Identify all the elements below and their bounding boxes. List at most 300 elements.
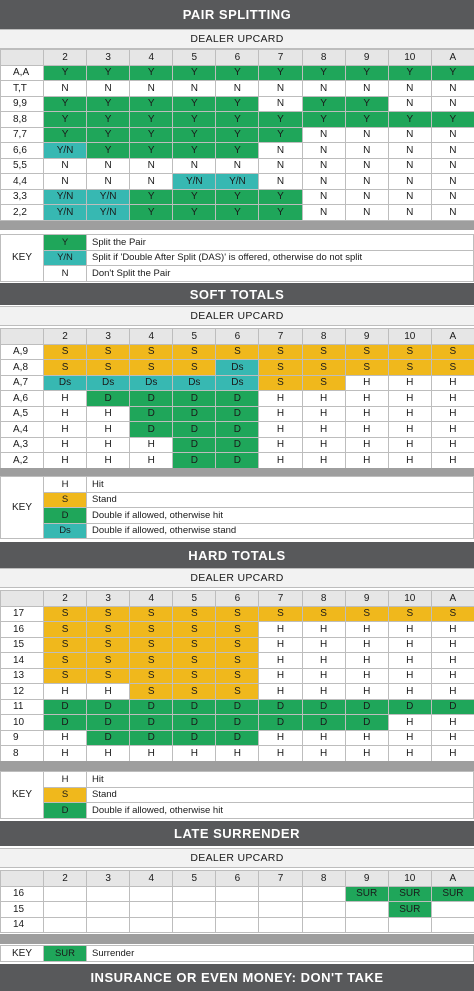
action-cell: H xyxy=(259,406,302,422)
hand-label: 9,9 xyxy=(1,96,44,112)
action-cell: H xyxy=(259,746,302,762)
dealer-card-9: 9 xyxy=(345,50,388,66)
action-cell: D xyxy=(216,730,259,746)
action-cell: Y xyxy=(130,189,173,205)
action-cell: H xyxy=(345,453,388,469)
action-cell: D xyxy=(173,699,216,715)
key-code-swatch: S xyxy=(44,492,87,508)
action-cell: Y/N xyxy=(87,205,130,221)
action-cell: S xyxy=(130,668,173,684)
action-cell: D xyxy=(87,699,130,715)
action-cell: Y xyxy=(216,96,259,112)
hand-label: 11 xyxy=(1,699,44,715)
hand-label: T,T xyxy=(1,81,44,97)
action-cell: N xyxy=(130,174,173,190)
action-cell: Y xyxy=(173,205,216,221)
action-cell: S xyxy=(216,622,259,638)
dealer-card-2: 2 xyxy=(44,50,87,66)
table-row xyxy=(1,653,474,669)
key-description: Stand xyxy=(87,492,474,508)
action-cell: N xyxy=(345,81,388,97)
hand-label: 14 xyxy=(1,917,44,933)
key-row xyxy=(1,492,474,508)
key-row xyxy=(1,477,474,493)
action-cell: H xyxy=(431,375,474,391)
pair-dealer-upcard-label xyxy=(0,29,474,49)
action-cell: Y xyxy=(173,96,216,112)
hand-label: 10 xyxy=(1,715,44,731)
surrender-dealer-upcard-label xyxy=(0,848,474,868)
action-cell xyxy=(173,902,216,918)
hand-label: 5,5 xyxy=(1,158,44,174)
action-cell xyxy=(259,917,302,933)
hand-label: 7,7 xyxy=(1,127,44,143)
action-cell: Y xyxy=(431,112,474,128)
soft-totals-title: SOFT TOTALS xyxy=(189,286,285,302)
dealer-card-2: 2 xyxy=(44,591,87,607)
hand-label: 8 xyxy=(1,746,44,762)
key-row xyxy=(1,235,474,251)
hand-column-header xyxy=(1,50,44,66)
action-cell: N xyxy=(302,143,345,159)
table-row xyxy=(1,684,474,700)
late-surrender-key xyxy=(0,945,474,962)
action-cell: S xyxy=(173,668,216,684)
action-cell: N xyxy=(345,143,388,159)
action-cell: Y/N xyxy=(44,143,87,159)
action-cell: Y xyxy=(216,112,259,128)
action-cell: H xyxy=(302,453,345,469)
hard-totals-table xyxy=(0,590,474,762)
action-cell: Y xyxy=(87,112,130,128)
action-cell: H xyxy=(388,437,431,453)
late-surrender-header xyxy=(0,821,474,846)
action-cell: H xyxy=(173,746,216,762)
action-cell: S xyxy=(259,344,302,360)
action-cell: SUR xyxy=(345,886,388,902)
dealer-card-10: 10 xyxy=(388,591,431,607)
table-row xyxy=(1,453,474,469)
action-cell: D xyxy=(216,406,259,422)
action-cell: D xyxy=(173,730,216,746)
action-cell: D xyxy=(130,406,173,422)
hand-label: 15 xyxy=(1,637,44,653)
action-cell: H xyxy=(130,746,173,762)
action-cell: Y xyxy=(173,189,216,205)
action-cell: D xyxy=(302,699,345,715)
action-cell: S xyxy=(173,637,216,653)
action-cell: H xyxy=(130,437,173,453)
action-cell: Y/N xyxy=(44,205,87,221)
action-cell: H xyxy=(388,746,431,762)
dealer-card-6: 6 xyxy=(216,871,259,887)
action-cell: D xyxy=(173,715,216,731)
hand-label: 4,4 xyxy=(1,174,44,190)
action-cell: S xyxy=(130,653,173,669)
action-cell: H xyxy=(259,391,302,407)
dealer-upcard-text: DEALER UPCARD xyxy=(190,310,284,322)
soft-totals-table xyxy=(0,328,474,469)
action-cell: Ds xyxy=(216,360,259,376)
action-cell xyxy=(302,886,345,902)
action-cell: D xyxy=(216,422,259,438)
hard-totals-key xyxy=(0,771,474,819)
action-cell: S xyxy=(431,344,474,360)
action-cell: H xyxy=(345,422,388,438)
action-cell: H xyxy=(431,437,474,453)
action-cell: Y xyxy=(87,143,130,159)
action-cell: N xyxy=(259,96,302,112)
table-row xyxy=(1,422,474,438)
hand-label: 13 xyxy=(1,668,44,684)
action-cell: S xyxy=(216,637,259,653)
action-cell: H xyxy=(44,746,87,762)
dealer-card-a: A xyxy=(431,591,474,607)
key-code-swatch: N xyxy=(44,266,87,282)
action-cell: D xyxy=(216,391,259,407)
hand-label: A,5 xyxy=(1,406,44,422)
action-cell: H xyxy=(302,668,345,684)
action-cell: D xyxy=(130,422,173,438)
action-cell: Y xyxy=(44,96,87,112)
soft-totals-key xyxy=(0,476,474,539)
action-cell: N xyxy=(130,81,173,97)
action-cell: Y xyxy=(130,127,173,143)
action-cell: SUR xyxy=(388,902,431,918)
action-cell: S xyxy=(44,622,87,638)
key-row xyxy=(1,803,474,819)
action-cell xyxy=(216,886,259,902)
action-cell: D xyxy=(87,391,130,407)
dealer-card-7: 7 xyxy=(259,871,302,887)
hand-label: A,2 xyxy=(1,453,44,469)
action-cell: D xyxy=(130,715,173,731)
action-cell: S xyxy=(345,606,388,622)
action-cell: S xyxy=(431,360,474,376)
key-code-swatch: D xyxy=(44,508,87,524)
hand-label: A,8 xyxy=(1,360,44,376)
action-cell: N xyxy=(44,81,87,97)
table-row xyxy=(1,189,474,205)
action-cell: N xyxy=(388,96,431,112)
dealer-upcard-text: DEALER UPCARD xyxy=(190,572,284,584)
action-cell: N xyxy=(345,189,388,205)
action-cell: H xyxy=(44,730,87,746)
dealer-card-3: 3 xyxy=(87,591,130,607)
dealer-card-a: A xyxy=(431,871,474,887)
action-cell: SUR xyxy=(388,886,431,902)
action-cell: N xyxy=(345,127,388,143)
action-cell: N xyxy=(44,158,87,174)
hand-label: 14 xyxy=(1,653,44,669)
action-cell: H xyxy=(44,684,87,700)
action-cell: S xyxy=(87,360,130,376)
action-cell: Y xyxy=(216,65,259,81)
dealer-upcard-text: DEALER UPCARD xyxy=(190,852,284,864)
action-cell xyxy=(431,902,474,918)
action-cell: H xyxy=(388,375,431,391)
dealer-card-3: 3 xyxy=(87,871,130,887)
action-cell: N xyxy=(259,143,302,159)
action-cell: H xyxy=(87,437,130,453)
action-cell: D xyxy=(173,437,216,453)
action-cell: N xyxy=(388,143,431,159)
action-cell: SUR xyxy=(431,886,474,902)
action-cell: H xyxy=(345,391,388,407)
action-cell: H xyxy=(302,746,345,762)
action-cell: H xyxy=(388,715,431,731)
table-row xyxy=(1,622,474,638)
action-cell: S xyxy=(87,653,130,669)
action-cell xyxy=(345,902,388,918)
table-row xyxy=(1,127,474,143)
action-cell: H xyxy=(345,622,388,638)
action-cell xyxy=(130,902,173,918)
dealer-card-6: 6 xyxy=(216,591,259,607)
hand-column-header xyxy=(1,329,44,345)
table-row xyxy=(1,81,474,97)
dealer-card-header-row xyxy=(1,329,474,345)
dealer-card-4: 4 xyxy=(130,871,173,887)
dealer-card-7: 7 xyxy=(259,329,302,345)
action-cell: Y xyxy=(173,112,216,128)
action-cell: H xyxy=(259,730,302,746)
action-cell: Y xyxy=(44,112,87,128)
key-code-swatch: Y/N xyxy=(44,250,87,266)
hand-label: A,9 xyxy=(1,344,44,360)
hand-label: 12 xyxy=(1,684,44,700)
action-cell: Y xyxy=(388,112,431,128)
key-description: Double if allowed, otherwise hit xyxy=(87,803,474,819)
dealer-card-9: 9 xyxy=(345,591,388,607)
action-cell: N xyxy=(431,96,474,112)
action-cell: Y xyxy=(431,65,474,81)
action-cell: H xyxy=(259,622,302,638)
key-row xyxy=(1,266,474,282)
action-cell: H xyxy=(388,453,431,469)
action-cell: H xyxy=(431,406,474,422)
table-row xyxy=(1,886,474,902)
action-cell: H xyxy=(216,746,259,762)
pair-splitting-header xyxy=(0,0,474,29)
action-cell: Y xyxy=(87,65,130,81)
dealer-card-7: 7 xyxy=(259,591,302,607)
hand-column-header xyxy=(1,871,44,887)
action-cell: H xyxy=(431,453,474,469)
table-row xyxy=(1,746,474,762)
key-label: KEY xyxy=(1,772,44,819)
action-cell: H xyxy=(388,622,431,638)
action-cell: H xyxy=(388,422,431,438)
hard-totals-title: HARD TOTALS xyxy=(188,547,286,563)
action-cell: Y/N xyxy=(173,174,216,190)
action-cell: S xyxy=(302,344,345,360)
action-cell: Ds xyxy=(216,375,259,391)
action-cell: N xyxy=(173,81,216,97)
action-cell: S xyxy=(44,344,87,360)
action-cell: S xyxy=(388,360,431,376)
action-cell: H xyxy=(388,391,431,407)
action-cell: Y/N xyxy=(216,174,259,190)
action-cell: N xyxy=(216,81,259,97)
hand-label: A,A xyxy=(1,65,44,81)
action-cell: Y xyxy=(259,127,302,143)
action-cell: H xyxy=(302,437,345,453)
action-cell: S xyxy=(130,606,173,622)
action-cell: D xyxy=(216,453,259,469)
action-cell: Y xyxy=(44,127,87,143)
action-cell: N xyxy=(431,189,474,205)
action-cell: S xyxy=(173,606,216,622)
dealer-card-a: A xyxy=(431,50,474,66)
key-description: Hit xyxy=(87,477,474,493)
dealer-card-9: 9 xyxy=(345,871,388,887)
action-cell: Ds xyxy=(87,375,130,391)
action-cell: H xyxy=(431,391,474,407)
action-cell: D xyxy=(345,699,388,715)
action-cell: N xyxy=(302,81,345,97)
action-cell xyxy=(431,917,474,933)
action-cell: H xyxy=(259,422,302,438)
table-row xyxy=(1,391,474,407)
action-cell: N xyxy=(345,205,388,221)
action-cell: N xyxy=(388,189,431,205)
table-row xyxy=(1,437,474,453)
action-cell: D xyxy=(87,730,130,746)
soft-dealer-upcard-label xyxy=(0,306,474,326)
action-cell: Y xyxy=(345,112,388,128)
action-cell: H xyxy=(388,730,431,746)
action-cell: S xyxy=(130,622,173,638)
action-cell: Y xyxy=(130,65,173,81)
action-cell xyxy=(44,886,87,902)
action-cell: H xyxy=(302,730,345,746)
action-cell: S xyxy=(130,344,173,360)
action-cell: H xyxy=(302,622,345,638)
action-cell: D xyxy=(44,699,87,715)
insurance-footer xyxy=(0,964,474,991)
key-code-swatch: SUR xyxy=(44,946,87,962)
key-row xyxy=(1,508,474,524)
key-code-swatch: H xyxy=(44,477,87,493)
action-cell: D xyxy=(431,699,474,715)
action-cell: Ds xyxy=(44,375,87,391)
action-cell: S xyxy=(388,606,431,622)
action-cell: N xyxy=(259,174,302,190)
action-cell: H xyxy=(130,453,173,469)
action-cell: H xyxy=(388,668,431,684)
action-cell: Y xyxy=(130,112,173,128)
key-label: KEY xyxy=(1,235,44,282)
action-cell: D xyxy=(130,699,173,715)
dealer-card-a: A xyxy=(431,329,474,345)
dealer-card-8: 8 xyxy=(302,871,345,887)
table-row xyxy=(1,699,474,715)
action-cell: N xyxy=(431,81,474,97)
action-cell: Y xyxy=(259,65,302,81)
key-description: Double if allowed, otherwise hit xyxy=(87,508,474,524)
action-cell xyxy=(173,886,216,902)
hard-totals-header xyxy=(0,542,474,568)
dealer-card-5: 5 xyxy=(173,871,216,887)
action-cell: N xyxy=(302,127,345,143)
dealer-card-4: 4 xyxy=(130,329,173,345)
action-cell xyxy=(345,917,388,933)
action-cell: H xyxy=(388,653,431,669)
action-cell: S xyxy=(173,360,216,376)
dealer-card-8: 8 xyxy=(302,591,345,607)
action-cell: D xyxy=(302,715,345,731)
action-cell: Y xyxy=(388,65,431,81)
table-row xyxy=(1,902,474,918)
action-cell: N xyxy=(87,158,130,174)
table-row xyxy=(1,112,474,128)
action-cell: H xyxy=(345,437,388,453)
action-cell: H xyxy=(259,637,302,653)
action-cell: Y xyxy=(216,189,259,205)
table-row xyxy=(1,375,474,391)
action-cell: Y xyxy=(302,96,345,112)
action-cell: D xyxy=(216,437,259,453)
action-cell: N xyxy=(388,81,431,97)
action-cell: S xyxy=(259,360,302,376)
key-label: KEY xyxy=(1,946,44,962)
action-cell: Y xyxy=(216,143,259,159)
action-cell: H xyxy=(345,746,388,762)
action-cell xyxy=(259,902,302,918)
action-cell: H xyxy=(345,637,388,653)
action-cell: Y/N xyxy=(44,189,87,205)
action-cell: H xyxy=(259,453,302,469)
action-cell: H xyxy=(259,437,302,453)
action-cell: H xyxy=(87,746,130,762)
section-divider xyxy=(0,221,474,230)
action-cell: N xyxy=(345,174,388,190)
action-cell: Y xyxy=(345,96,388,112)
action-cell: N xyxy=(431,205,474,221)
action-cell: H xyxy=(259,668,302,684)
dealer-card-header-row xyxy=(1,871,474,887)
dealer-upcard-text: DEALER UPCARD xyxy=(190,33,284,45)
action-cell: S xyxy=(431,606,474,622)
action-cell: Y xyxy=(173,143,216,159)
table-row xyxy=(1,143,474,159)
hand-label: 9 xyxy=(1,730,44,746)
action-cell: S xyxy=(345,344,388,360)
action-cell xyxy=(130,917,173,933)
action-cell xyxy=(44,902,87,918)
action-cell: N xyxy=(431,143,474,159)
action-cell: S xyxy=(44,360,87,376)
action-cell: D xyxy=(130,730,173,746)
action-cell: S xyxy=(216,684,259,700)
table-row xyxy=(1,668,474,684)
action-cell: H xyxy=(87,684,130,700)
action-cell: D xyxy=(173,406,216,422)
key-row xyxy=(1,787,474,803)
table-row xyxy=(1,606,474,622)
action-cell: N xyxy=(44,174,87,190)
action-cell: S xyxy=(302,375,345,391)
action-cell: S xyxy=(130,684,173,700)
action-cell: H xyxy=(302,391,345,407)
action-cell: S xyxy=(302,606,345,622)
action-cell: S xyxy=(216,344,259,360)
action-cell: N xyxy=(345,158,388,174)
action-cell: Y/N xyxy=(87,189,130,205)
action-cell: H xyxy=(302,406,345,422)
action-cell: H xyxy=(259,653,302,669)
